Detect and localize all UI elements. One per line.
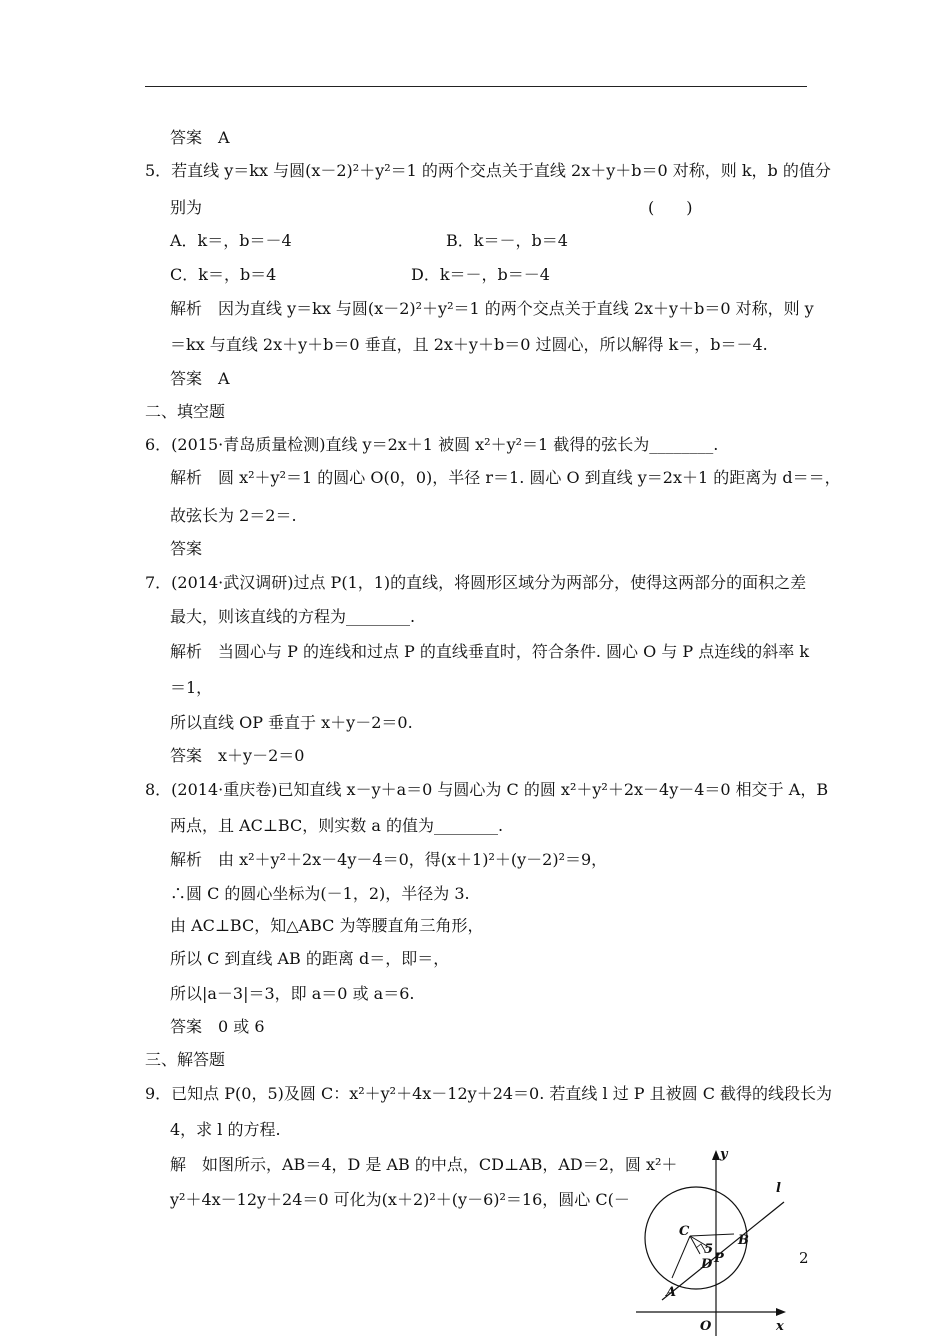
answer-line: 答案 A <box>170 369 230 388</box>
analysis-6-line-2: 故弦长为 2＝2＝. <box>170 506 297 525</box>
label-y: y <box>720 1147 728 1162</box>
analysis-8-line-3: 由 AC⊥BC，知△ABC 为等腰直角三角形， <box>170 916 484 935</box>
analysis-7-line-2: ＝1， <box>170 678 213 697</box>
label-l: l <box>776 1181 781 1196</box>
analysis-8-line-5: 所以|a－3|＝3，即 a＝0 或 a＝6. <box>170 984 415 1003</box>
section-heading: 三、解答题 <box>145 1050 226 1069</box>
page-number: 2 <box>799 1249 809 1267</box>
option-b: B．k＝－，b＝4 <box>446 231 568 250</box>
label-o: O <box>700 1319 712 1334</box>
label-5: 5 <box>704 1242 714 1257</box>
label-c: C <box>679 1224 690 1239</box>
question-8-line-2: 两点，且 AC⊥BC，则实数 a 的值为________. <box>170 816 504 835</box>
segment-ca <box>672 1236 690 1278</box>
analysis-7-line-3: 所以直线 OP 垂直于 x＋y－2＝0. <box>170 713 413 732</box>
analysis-7-line-1: 解析 当圆心与 P 的连线和过点 P 的直线垂直时，符合条件. 圆心 O 与 P 点连线的斜率 k <box>170 642 810 661</box>
label-a: A <box>666 1285 677 1300</box>
question-8-line-1: 8．(2014·重庆卷)已知直线 x－y＋a＝0 与圆心为 C 的圆 x²＋y²＋2x－4y－4＝0 相交于 A，B <box>145 780 829 799</box>
label-b: B <box>738 1233 749 1248</box>
question-6: 6．(2015·青岛质量检测)直线 y＝2x＋1 被圆 x²＋y²＝1 截得的弦长为________. <box>145 435 719 454</box>
analysis-5-line-1: 解析 因为直线 y＝kx 与圆(x－2)²＋y²＝1 的两个交点关于直线 2x＋y＋b＝0 对称，则 y <box>170 299 814 318</box>
label-p: P <box>714 1251 724 1266</box>
section-heading: 二、填空题 <box>145 402 226 421</box>
analysis-8-line-4: 所以 C 到直线 AB 的距离 d＝，即＝， <box>170 949 450 968</box>
question-9-line-1: 9．已知点 P(0，5)及圆 C：x²＋y²＋4x－12y＋24＝0. 若直线 l 过 P 且被圆 C 截得的线段长为 <box>145 1084 833 1103</box>
question-5-line-2: 别为 <box>170 198 203 217</box>
answer-line: 答案 <box>170 539 203 558</box>
question-9-line-2: 4，求 l 的方程. <box>170 1120 281 1139</box>
analysis-6-line-1: 解析 圆 x²＋y²＝1 的圆心 O(0，0)，半径 r＝1. 圆心 O 到直线 y＝2x＋1 的距离为 d＝＝， <box>170 468 841 487</box>
option-a: A．k＝，b＝－4 <box>170 231 292 250</box>
answer-bracket: ( ) <box>648 198 693 217</box>
geometry-figure <box>616 1140 796 1340</box>
answer-line: 答案 0 或 6 <box>170 1017 265 1036</box>
answer-line: 答案 A <box>170 128 230 147</box>
header-rule <box>145 86 807 87</box>
question-7-line-1: 7．(2014·武汉调研)过点 P(1，1)的直线，将圆形区域分为两部分，使得这两部分的面积之差 <box>145 573 807 592</box>
solution-9-line-1: 解 如图所示，AB＝4，D 是 AB 的中点，CD⊥AB，AD＝2，圆 x²＋ <box>170 1155 678 1174</box>
question-5-line-1: 5．若直线 y＝kx 与圆(x－2)²＋y²＝1 的两个交点关于直线 2x＋y＋b＝0 对称，则 k，b 的值分 <box>145 161 831 180</box>
circle-c <box>645 1187 747 1289</box>
label-x: x <box>776 1319 784 1334</box>
solution-9-line-2: y²＋4x－12y＋24＝0 可化为(x＋2)²＋(y－6)²＝16，圆心 C(－ <box>170 1190 630 1209</box>
question-7-line-2: 最大，则该直线的方程为________. <box>170 607 416 626</box>
y-axis-arrow <box>712 1150 720 1160</box>
analysis-5-line-2: ＝kx 与直线 2x＋y＋b＝0 垂直，且 2x＋y＋b＝0 过圆心，所以解得 k＝，b＝－4. <box>170 335 768 354</box>
analysis-8-line-2: ∴圆 C 的圆心坐标为(－1，2)，半径为 3. <box>170 884 470 903</box>
answer-line: 答案 x＋y－2＝0 <box>170 746 305 765</box>
option-c: C．k＝，b＝4 <box>170 265 277 284</box>
option-d: D．k＝－，b＝－4 <box>411 265 550 284</box>
segment-cb <box>690 1234 734 1236</box>
label-d: D <box>701 1257 713 1272</box>
x-axis-arrow <box>776 1308 786 1316</box>
analysis-8-line-1: 解析 由 x²＋y²＋2x－4y－4＝0，得(x＋1)²＋(y－2)²＝9， <box>170 850 608 869</box>
